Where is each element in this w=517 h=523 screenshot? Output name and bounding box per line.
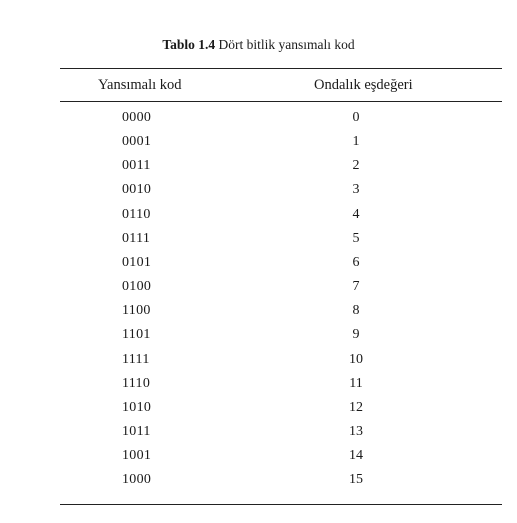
reflected-code-cell: 1100 (122, 303, 151, 319)
decimal-value-cell: 8 (352, 303, 360, 319)
column-header-reflected-code: Yansımalı kod (98, 77, 182, 93)
table-row (60, 446, 502, 466)
decimal-value-cell: 14 (349, 448, 363, 464)
decimal-value-cell: 12 (349, 399, 363, 415)
decimal-value-cell: 9 (352, 327, 360, 343)
decimal-value-cell: 13 (349, 423, 363, 439)
table-row (60, 205, 502, 225)
table-top-rule (60, 68, 502, 69)
table-row (60, 156, 502, 176)
table-row (60, 132, 502, 152)
table-row (60, 374, 502, 394)
table-row (60, 277, 502, 297)
table-row (60, 350, 502, 370)
reflected-code-cell: 0100 (122, 279, 152, 294)
decimal-value-cell: 2 (352, 158, 360, 174)
decimal-value-cell: 0 (352, 110, 360, 125)
table-row (60, 229, 502, 249)
table-header-rule (60, 101, 502, 102)
table-row (60, 108, 502, 128)
decimal-value-cell: 6 (352, 254, 360, 270)
table-row (60, 325, 502, 345)
table-row (60, 470, 502, 490)
table-row (60, 180, 502, 200)
caption-label: Tablo 1.4 (162, 37, 216, 52)
reflected-code-cell: 0011 (122, 158, 151, 174)
decimal-value-cell: 10 (349, 351, 363, 367)
table-row (60, 422, 502, 442)
caption-text: Dört bitlik yansımalı kod (218, 37, 355, 52)
table-row (60, 398, 502, 418)
decimal-value-cell: 11 (349, 375, 363, 391)
column-header-decimal-equivalent: Ondalık eşdeğeri (314, 77, 413, 93)
decimal-value-cell: 5 (352, 230, 360, 246)
reflected-code-cell: 0010 (122, 182, 152, 198)
table-bottom-rule (60, 504, 502, 505)
table-row (60, 253, 502, 273)
reflected-code-cell: 0101 (122, 254, 152, 270)
decimal-value-cell: 1 (352, 134, 360, 150)
table-row (60, 301, 502, 321)
reflected-code-cell: 0111 (122, 230, 151, 246)
reflected-code-cell: 1111 (122, 351, 150, 367)
table-caption (0, 37, 517, 53)
reflected-code-cell: 1011 (122, 423, 151, 439)
reflected-code-cell: 1101 (122, 327, 151, 343)
reflected-code-cell: 0000 (122, 110, 152, 125)
decimal-value-cell: 4 (352, 206, 360, 222)
reflected-code-cell: 1010 (122, 399, 152, 415)
decimal-value-cell: 15 (349, 472, 363, 488)
reflected-code-cell: 1110 (122, 375, 151, 391)
reflected-code-cell: 0001 (122, 134, 152, 150)
decimal-value-cell: 7 (352, 279, 360, 294)
reflected-code-cell: 1000 (122, 472, 152, 488)
decimal-value-cell: 3 (352, 182, 360, 198)
reflected-code-cell: 1001 (122, 448, 152, 464)
reflected-code-cell: 0110 (122, 206, 151, 222)
